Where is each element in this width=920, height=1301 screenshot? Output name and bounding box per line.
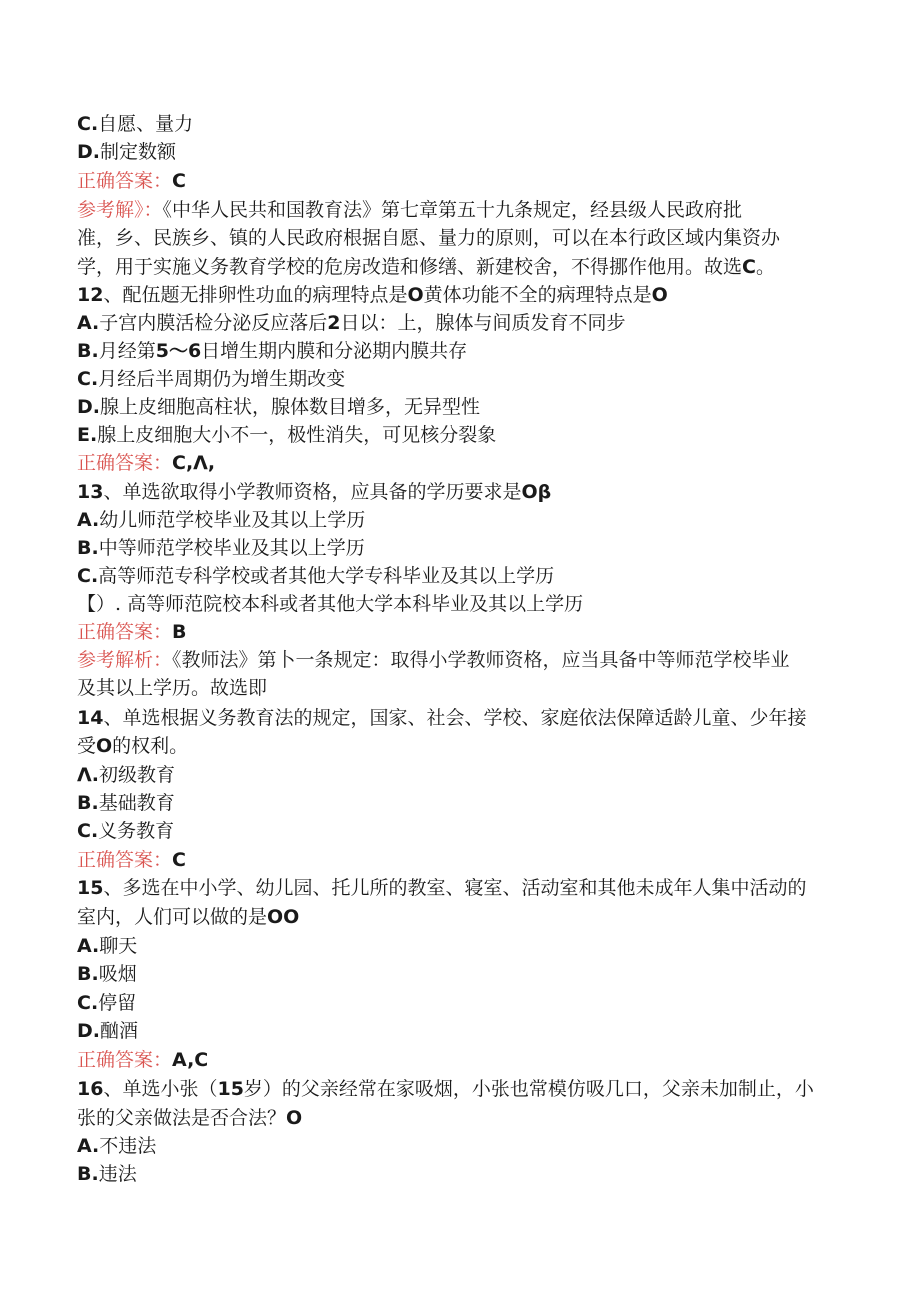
q13-answer: 正确答案：B <box>77 621 187 643</box>
q13-explanation-line1: 参考解析：《教师法》第卜一条规定：取得小学教师资格，应当具备中等师范学校毕业 <box>77 649 790 671</box>
q14-stem-line1: 14、单选根据义务教育法的规定，国家、社会、学校、家庭依法保障适龄儿童、少年接 <box>77 707 807 729</box>
q13-stem: 13、单选欲取得小学教师资格，应具备的学历要求是Oβ <box>77 481 552 503</box>
q11-explanation-line2: 准，乡、民族乡、镇的人民政府根据自愿、量力的原则，可以在本行政区域内集资办 <box>77 227 781 249</box>
q14-option-a: Λ.初级教育 <box>77 764 175 786</box>
q13-option-a: A.幼儿师范学校毕业及其以上学历 <box>77 509 366 531</box>
q13-explanation-line2: 及其以上学历。故选即 <box>77 677 268 699</box>
q15-stem-line2: 室内，人们可以做的是OO <box>77 906 300 928</box>
q11-explanation-line1: 参考解》：《中华人民共和国教育法》第七章第五十九条规定，经县级人民政府批 <box>77 199 743 221</box>
q16-option-a: A.不违法 <box>77 1135 157 1157</box>
q13-option-d: 【）. 高等师范院校本科或者其他大学本科毕业及其以上学历 <box>77 593 584 615</box>
q12-option-a: A.子宫内膜活检分泌反应落后2日以：上，腺体与间质发育不同步 <box>77 312 626 334</box>
q11-answer: 正确答案：C <box>77 170 186 192</box>
q12-answer: 正确答案：C,Λ, <box>77 452 216 474</box>
q13-option-c: C.高等师范专科学校或者其他大学专科毕业及其以上学历 <box>77 565 555 587</box>
q16-stem-line1: 16、单选小张（15岁）的父亲经常在家吸烟，小张也常模仿吸几口，父亲未加制止，小 <box>77 1078 814 1100</box>
q15-answer: 正确答案：A,C <box>77 1049 209 1071</box>
q15-stem-line1: 15、多选在中小学、幼儿园、托儿所的教室、寝室、活动室和其他未成年人集中活动的 <box>77 877 807 899</box>
q11-explanation-line3: 学，用于实施义务教育学校的危房改造和修缮、新建校舍，不得挪作他用。故选C。 <box>77 256 775 278</box>
q16-stem-line2: 张的父亲做法是否合法？O <box>77 1107 303 1129</box>
q14-stem-line2: 受O的权利。 <box>77 735 189 757</box>
q14-answer: 正确答案：C <box>77 849 186 871</box>
q12-stem: 12、配伍题无排卵性功血的病理特点是O黄体功能不全的病理特点是O <box>77 284 668 306</box>
q15-option-c: C.停留 <box>77 992 137 1014</box>
q15-option-a: A.聊天 <box>77 935 138 957</box>
q11-option-d: D.制定数额 <box>77 141 177 163</box>
q13-option-b: B.中等师范学校毕业及其以上学历 <box>77 537 365 559</box>
q12-option-b: B.月经第5〜6日增生期内膜和分泌期内膜共存 <box>77 340 468 362</box>
q14-option-b: B.基础教育 <box>77 792 175 814</box>
q14-option-c: C.义务教育 <box>77 820 175 842</box>
q12-option-d: D.腺上皮细胞高柱状，腺体数目增多，无异型性 <box>77 396 481 418</box>
q15-option-b: B.吸烟 <box>77 963 137 985</box>
q16-option-b: B.违法 <box>77 1163 137 1185</box>
q11-option-c: C.自愿、量力 <box>77 113 194 135</box>
q12-option-e: E.腺上皮细胞大小不一，极性消失，可见核分裂象 <box>77 424 497 446</box>
q12-option-c: C.月经后半周期仍为增生期改变 <box>77 368 346 390</box>
q15-option-d: D.酗酒 <box>77 1020 139 1042</box>
